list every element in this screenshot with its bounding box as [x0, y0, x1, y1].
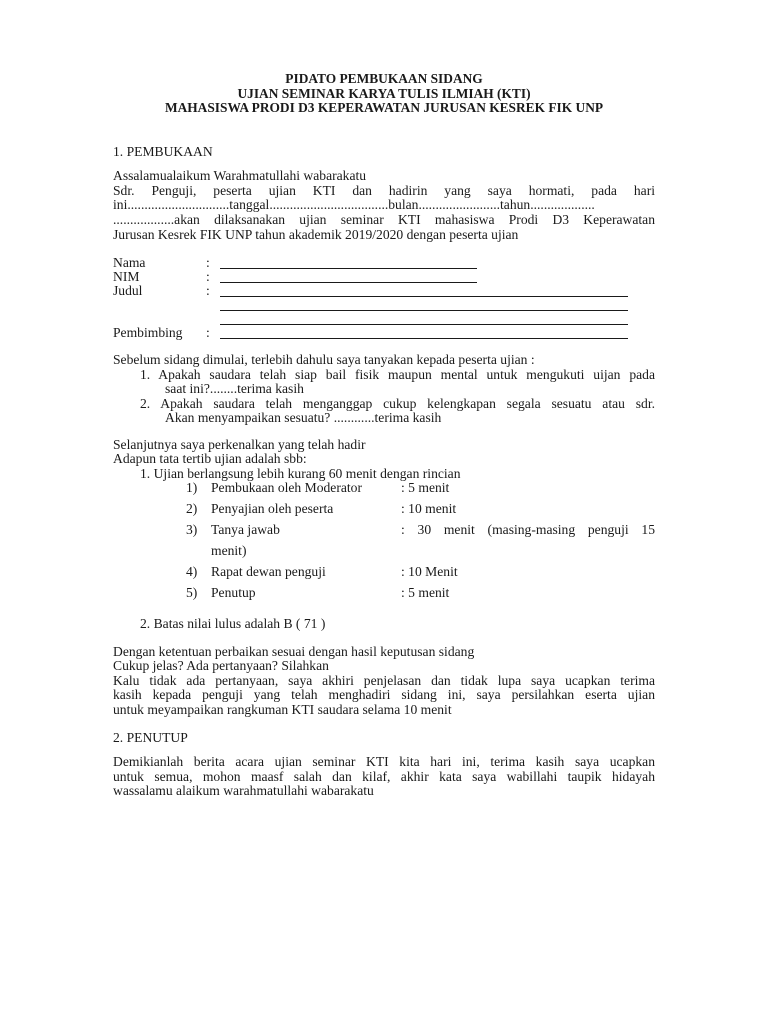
colon-pembimbing: :: [206, 325, 210, 340]
colon-judul: :: [206, 283, 210, 298]
penutup-line-2: untuk semua, mohon maasf salah dan kilaf, akhir kata saya wabillahi taupik hidayah: [113, 769, 655, 784]
rule-item-1: 1. Ujian berlangsung lebih kurang 60 menit dengan rincian: [140, 466, 461, 481]
document-header: [0, 72, 768, 116]
rules-intro-2: Adapun tata tertib ujian adalah sbb:: [113, 451, 307, 466]
nim-fill-line: [220, 282, 477, 283]
questions-intro: Sebelum sidang dimulai, terlebih dahulu saya tanyakan kepada peserta ujian :: [113, 352, 535, 367]
label-pembimbing: Pembimbing: [113, 325, 183, 340]
penutup-line-1: Demikianlah berita acara ujian seminar KTI kita hari ini, terima kasih saya ucapkan: [113, 754, 655, 769]
header-program: MAHASISWA PRODI D3 KEPERAWATAN JURUSAN KESREK FIK UNP: [164, 100, 604, 116]
judul-fill-line-3: [220, 324, 628, 325]
question-2-line-2: Akan menyampaikan sesuatu? ............terima kasih: [165, 410, 442, 425]
label-nama: Nama: [113, 255, 146, 270]
closing-line-3: Kalu tidak ada pertanyaan, saya akhiri penjelasan dan tidak lupa saya ucapkan terima: [113, 673, 655, 688]
closing-line-1: Dengan ketentuan perbaikan sesuai dengan hasil keputusan sidang: [113, 644, 475, 659]
section-1-title: 1. PEMBUKAAN: [113, 144, 213, 159]
closing-line-5: untuk meyampaikan rangkuman KTI saudara selama 10 menit: [113, 702, 452, 717]
question-1-line-1: 1. Apakah saudara telah siap bail fisik maupun mental untuk mengukuti uijan pada: [140, 367, 655, 382]
rules-intro-1: Selanjutnya saya perkenalkan yang telah hadir: [113, 437, 366, 452]
header-title: PIDATO PEMBUKAAN SIDANG: [285, 71, 483, 86]
judul-fill-line-1: [220, 296, 628, 297]
greeting: Assalamualaikum Warahmatullahi wabarakatu: [113, 168, 367, 183]
intro-line-2: ini..............................tanggal...................................bulan........................tahun...................: [113, 197, 595, 212]
document-page: PIDATO PEMBUKAAN SIDANG UJIAN SEMINAR KARYA TULIS ILMIAH (KTI) MAHASISWA PRODI D3 KEPERAWATAN JURUSAN KESREK FIK UNP 1. PEMBUKAAN Assalamualaikum Warahmatullahi wabarakatu Sdr. Penguji, peserta ujian KTI dan hadirin yang saya hormati, pada hari ini..............................tanggal...................................bulan........................tahun................... ..................akan dilaksanakan ujian seminar KTI mahasiswa Prodi D3 Keperawatan Jurusan Kesrek FIK UNP tahun akademik 2019/2020 dengan peserta ujian Nama : NIM : Judul : Pembimbing : Sebelum sidang dimulai, terlebih dahulu saya tanyakan kepada peserta ujian : 1. Apakah saudara telah siap bail fisik maupun mental untuk mengukuti uijan pada saat ini?........terima kasih 2. Apakah saudara telah menganggap cukup kelengkapan segala sesuatu atau sdr. Akan menyampaikan sesuatu? ............terima kasih Selanjutnya saya perkenalkan yang telah hadir Adapun tata tertib ujian adalah sbb: 1. Ujian berlangsung lebih kurang 60 menit dengan rincian 1) Pembukaan oleh Moderator : 5 menit 2) Penyajian oleh peserta : 10 menit 3) Tanya jawab : 30 menit (masing-masing penguji 15 menit) 4) Rapat dewan penguji : 10 Menit 5) Penutup : 5 menit 2. Batas nilai lulus adalah B ( 71 ) Dengan ketentuan perbaikan sesuai dengan hasil keputusan sidang Cukup jelas? Ada pertanyaan? Silahkan Kalu tidak ada pertanyaan, saya akhiri penjelasan dan tidak lupa saya ucapkan terima kasih kepada penguji yang telah menghadiri sidang ini, saya persilahkan eserta ujian untuk meyampaikan rangkuman KTI saudara selama 10 menit 2. PENUTUP Demikianlah berita acara ujian seminar KTI kita hari ini, terima kasih saya ucapkan untuk semua, mohon maasf salah dan kilaf, akhir kata saya wabillahi taupik hidayah wassalamu alaikum warahmatullahi wabarakatu: [0, 0, 768, 1024]
label-judul: Judul: [113, 283, 143, 298]
closing-line-2: Cukup jelas? Ada pertanyaan? Silahkan: [113, 658, 329, 673]
colon-nama: :: [206, 255, 210, 270]
header-subtitle: UJIAN SEMINAR KARYA TULIS ILMIAH (KTI): [237, 85, 531, 101]
closing-line-4: kasih kepada penguji yang telah menghadiri sidang ini, saya persilahkan eserta ujian: [113, 687, 655, 702]
intro-line-3: ..................akan dilaksanakan ujian seminar KTI mahasiswa Prodi D3 Keperawatan: [113, 212, 655, 227]
penutup-line-3: wassalamu alaikum warahmatullahi wabarakatu: [113, 783, 374, 798]
label-nim: NIM: [113, 269, 140, 284]
judul-fill-line-2: [220, 310, 628, 311]
section-2-title: 2. PENUTUP: [113, 730, 188, 745]
colon-nim: :: [206, 269, 210, 284]
pembimbing-fill-line: [220, 338, 628, 339]
question-2-line-1: 2. Apakah saudara telah menganggap cukup kelengkapan segala sesuatu atau sdr.: [140, 396, 655, 411]
rule-item-2: 2. Batas nilai lulus adalah B ( 71 ): [140, 616, 326, 631]
intro-line-1: Sdr. Penguji, peserta ujian KTI dan hadirin yang saya hormati, pada hari: [113, 183, 655, 198]
nama-fill-line: [220, 268, 477, 269]
question-1-line-2: saat ini?........terima kasih: [165, 381, 304, 396]
intro-line-4: Jurusan Kesrek FIK UNP tahun akademik 2019/2020 dengan peserta ujian: [113, 227, 519, 242]
